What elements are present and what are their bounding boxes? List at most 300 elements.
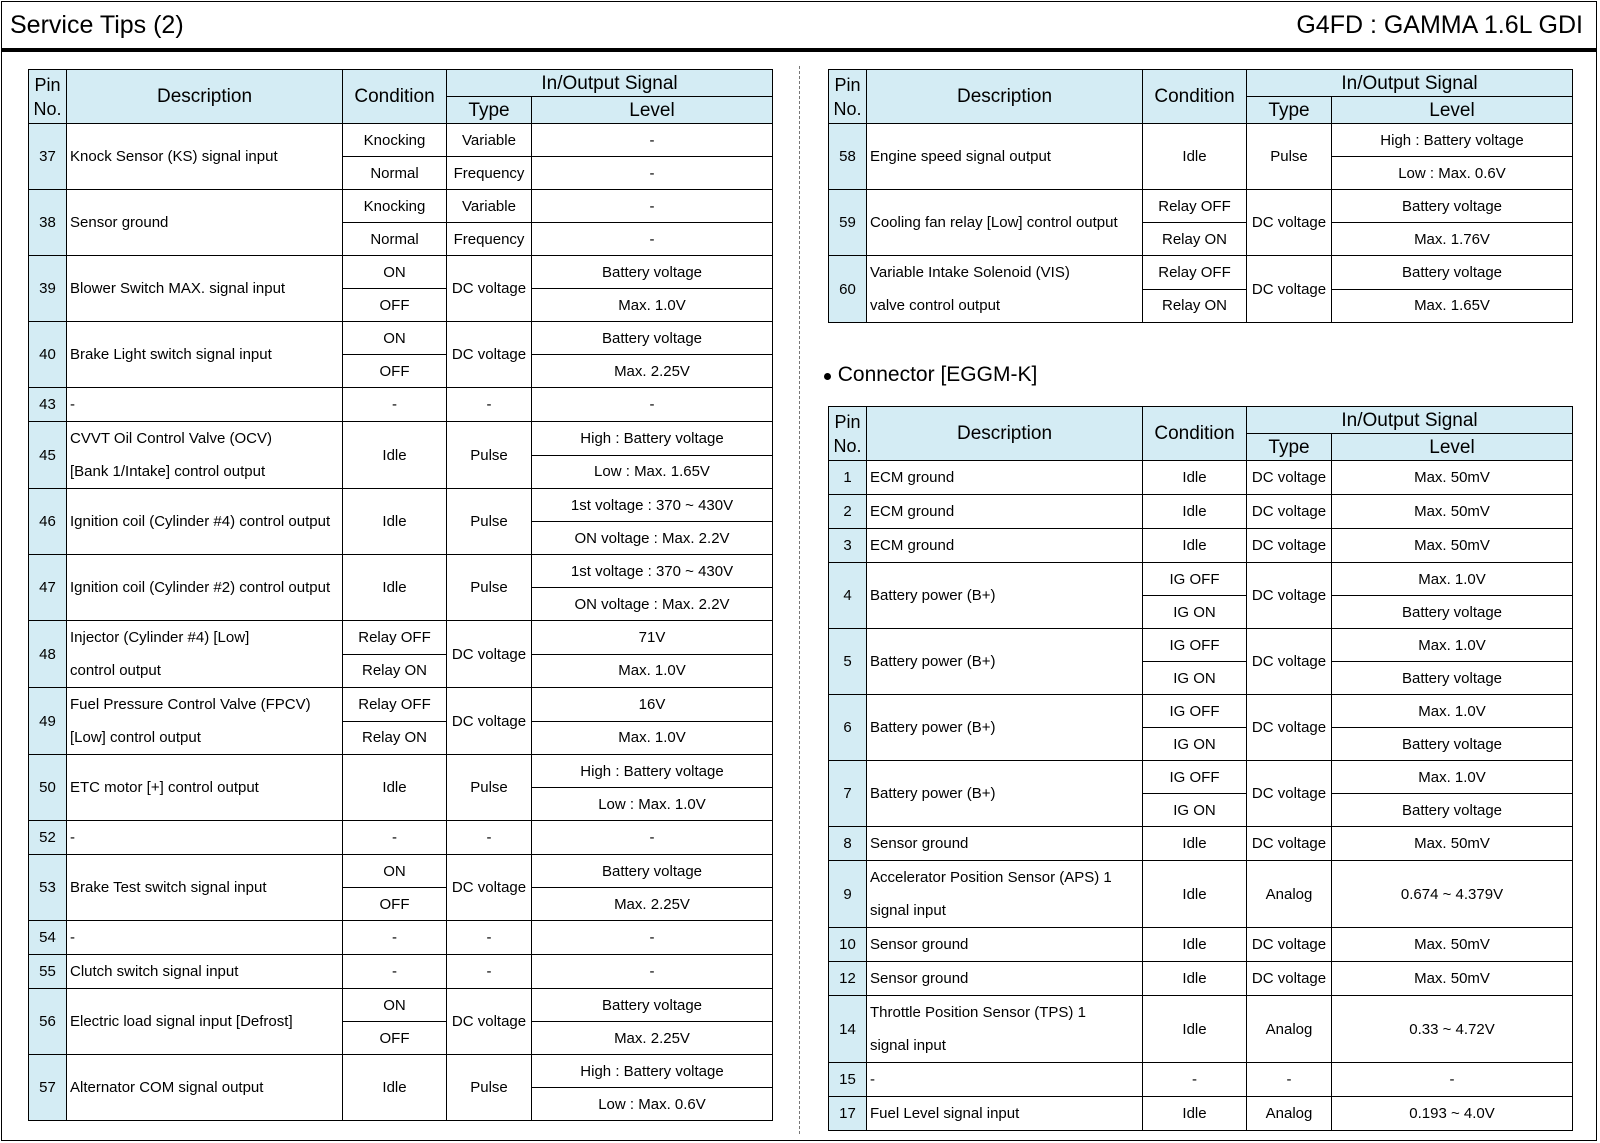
description-line: ECM ground — [870, 469, 955, 486]
col-header-description: Description — [867, 70, 1143, 124]
type-cell: Variable — [447, 124, 532, 157]
pin-number: 38 — [29, 190, 67, 256]
type-cell: Variable — [447, 190, 532, 223]
condition-cell: OFF — [343, 888, 447, 921]
condition-cell: - — [343, 921, 447, 955]
pin-number: 6 — [829, 695, 867, 761]
type-cell: Analog — [1247, 996, 1332, 1063]
col-header-signal: In/Output Signal — [1247, 70, 1573, 97]
connector-title — [823, 363, 1037, 387]
engine-model: G4FD : GAMMA 1.6L GDI — [1296, 11, 1583, 39]
col-header-condition: Condition — [1143, 407, 1247, 461]
col-header-type: Type — [1247, 97, 1332, 124]
level-cell: Max. 2.25V — [532, 1022, 773, 1055]
pin-description — [67, 489, 343, 555]
level-cell: - — [532, 821, 773, 855]
table-row — [829, 256, 1573, 290]
pin-description — [67, 1055, 343, 1121]
level-cell: ON voltage : Max. 2.2V — [532, 588, 773, 621]
table-row — [29, 422, 773, 456]
level-cell: Battery voltage — [1332, 662, 1573, 695]
level-cell: High : Battery voltage — [532, 422, 773, 456]
condition-cell: - — [343, 821, 447, 855]
pin-number: 55 — [29, 955, 67, 989]
type-cell: - — [1247, 1063, 1332, 1097]
description-line: Variable Intake Solenoid (VIS) — [870, 264, 1070, 281]
level-cell: 1st voltage : 370 ~ 430V — [532, 489, 773, 522]
pin-description — [67, 955, 343, 989]
level-cell: Battery voltage — [1332, 728, 1573, 761]
pin-description — [867, 962, 1143, 996]
pin-description — [67, 256, 343, 322]
table-row — [829, 827, 1573, 861]
level-cell: - — [532, 921, 773, 955]
level-cell: Battery voltage — [1332, 190, 1573, 223]
description-line: Ignition coil (Cylinder #2) control output — [70, 579, 331, 596]
type-cell: - — [447, 821, 532, 855]
pin-description — [67, 555, 343, 621]
col-header-signal: In/Output Signal — [447, 70, 773, 97]
condition-cell: Normal — [343, 223, 447, 256]
description-line: Electric load signal input [Defrost] — [70, 1013, 293, 1030]
condition-cell: ON — [343, 256, 447, 289]
description-line: Sensor ground — [70, 214, 169, 231]
description-line: signal input — [870, 1037, 946, 1054]
condition-cell: - — [1143, 1063, 1247, 1097]
type-cell: DC voltage — [1247, 827, 1332, 861]
type-cell: DC voltage — [447, 322, 532, 388]
type-cell: DC voltage — [1247, 495, 1332, 529]
description-line: ECM ground — [870, 537, 955, 554]
table-row — [829, 761, 1573, 794]
col-header-type: Type — [1247, 434, 1332, 461]
description-line: Brake Light switch signal input — [70, 346, 272, 363]
level-cell: - — [532, 190, 773, 223]
table-row — [29, 1055, 773, 1088]
page-header — [0, 0, 1600, 50]
description-line: Brake Test switch signal input — [70, 879, 267, 896]
pin-description — [867, 695, 1143, 761]
pin-description — [67, 821, 343, 855]
type-cell: DC voltage — [1247, 461, 1332, 495]
pin-number: 54 — [29, 921, 67, 955]
description-line: - — [70, 929, 75, 946]
level-cell: Battery voltage — [1332, 256, 1573, 290]
col-header-level: Level — [532, 97, 773, 124]
condition-cell: IG ON — [1143, 596, 1247, 629]
pin-description — [67, 422, 343, 489]
table-row — [29, 821, 773, 855]
description-line: [Low] control output — [70, 729, 201, 746]
level-cell: Max. 50mV — [1332, 928, 1573, 962]
pin-number: 40 — [29, 322, 67, 388]
description-line: Injector (Cylinder #4) [Low] — [70, 629, 250, 646]
table-row — [829, 461, 1573, 495]
col-header-pin — [829, 70, 867, 124]
table-row — [29, 989, 773, 1022]
pin-number: 2 — [829, 495, 867, 529]
table-row — [829, 124, 1573, 157]
condition-cell: Idle — [1143, 827, 1247, 861]
description-line: Battery power (B+) — [870, 587, 996, 604]
type-cell: DC voltage — [1247, 695, 1332, 761]
level-cell: 0.193 ~ 4.0V — [1332, 1097, 1573, 1131]
pin-number: 17 — [829, 1097, 867, 1131]
pin-description — [867, 629, 1143, 695]
pin-number: 60 — [829, 256, 867, 323]
header-rule — [1, 48, 1597, 52]
level-cell: Max. 1.0V — [1332, 761, 1573, 794]
description-line: Clutch switch signal input — [70, 963, 239, 980]
description-line: Throttle Position Sensor (TPS) 1 — [870, 1004, 1086, 1021]
pin-number: 15 — [829, 1063, 867, 1097]
condition-cell: Relay OFF — [343, 688, 447, 722]
level-cell: Low : Max. 0.6V — [1332, 157, 1573, 190]
pin-table-right-bottom — [828, 406, 1573, 1131]
condition-cell: Idle — [343, 755, 447, 821]
level-cell: Max. 1.0V — [1332, 629, 1573, 662]
table-row — [29, 688, 773, 722]
pin-number: 45 — [29, 422, 67, 489]
level-cell: 0.674 ~ 4.379V — [1332, 861, 1573, 928]
condition-cell: Knocking — [343, 190, 447, 223]
type-cell: - — [447, 388, 532, 422]
type-cell: DC voltage — [447, 855, 532, 921]
level-cell: - — [532, 157, 773, 190]
condition-cell: Idle — [1143, 461, 1247, 495]
col-header-pin-line1: Pin — [834, 74, 861, 95]
condition-cell: ON — [343, 855, 447, 888]
col-header-level: Level — [1332, 434, 1573, 461]
level-cell: ON voltage : Max. 2.2V — [532, 522, 773, 555]
type-cell: Analog — [1247, 861, 1332, 928]
table-row — [829, 495, 1573, 529]
condition-cell: Relay OFF — [1143, 190, 1247, 223]
description-line: Ignition coil (Cylinder #4) control output — [70, 513, 331, 530]
condition-cell: IG ON — [1143, 794, 1247, 827]
pin-description — [67, 621, 343, 688]
condition-cell: IG OFF — [1143, 695, 1247, 728]
level-cell: - — [532, 223, 773, 256]
pin-number: 4 — [829, 563, 867, 629]
col-header-pin — [29, 70, 67, 124]
pin-number: 1 — [829, 461, 867, 495]
description-line: - — [870, 1071, 875, 1088]
description-line: Battery power (B+) — [870, 719, 996, 736]
pin-number: 59 — [829, 190, 867, 256]
condition-cell: Idle — [1143, 996, 1247, 1063]
condition-cell: Idle — [343, 489, 447, 555]
pin-number: 9 — [829, 861, 867, 928]
table-row — [29, 621, 773, 655]
level-cell: Battery voltage — [532, 855, 773, 888]
col-header-level: Level — [1332, 97, 1573, 124]
pin-description — [67, 989, 343, 1055]
level-cell: Low : Max. 1.0V — [532, 788, 773, 821]
condition-cell: Relay ON — [343, 654, 447, 688]
col-header-pin — [829, 407, 867, 461]
type-cell: DC voltage — [1247, 563, 1332, 629]
level-cell: Low : Max. 1.65V — [532, 455, 773, 489]
pin-description — [67, 124, 343, 190]
level-cell: Max. 1.0V — [1332, 695, 1573, 728]
type-cell: DC voltage — [447, 256, 532, 322]
description-line: ECM ground — [870, 503, 955, 520]
col-header-type: Type — [447, 97, 532, 124]
condition-cell: Relay OFF — [1143, 256, 1247, 290]
condition-cell: Idle — [343, 555, 447, 621]
pin-number: 56 — [29, 989, 67, 1055]
level-cell: Max. 2.25V — [532, 888, 773, 921]
description-line: - — [70, 396, 75, 413]
type-cell: Analog — [1247, 1097, 1332, 1131]
table-row — [29, 855, 773, 888]
condition-cell: Relay ON — [1143, 289, 1247, 323]
level-cell: Max. 1.0V — [532, 289, 773, 322]
type-cell: Pulse — [447, 755, 532, 821]
condition-cell: IG ON — [1143, 728, 1247, 761]
col-header-condition: Condition — [343, 70, 447, 124]
table-row — [829, 1063, 1573, 1097]
description-line: Engine speed signal output — [870, 148, 1051, 165]
description-line: Sensor ground — [870, 835, 969, 852]
table-row — [829, 563, 1573, 596]
type-cell: - — [447, 955, 532, 989]
condition-cell: Relay ON — [343, 721, 447, 755]
pin-description — [67, 921, 343, 955]
level-cell: 16V — [532, 688, 773, 722]
col-header-pin-line2: No. — [833, 435, 862, 456]
pin-description — [67, 855, 343, 921]
condition-cell: Idle — [343, 422, 447, 489]
condition-cell: Idle — [1143, 962, 1247, 996]
level-cell: Max. 50mV — [1332, 827, 1573, 861]
description-line: control output — [70, 662, 161, 679]
level-cell: - — [532, 124, 773, 157]
col-header-pin-line2: No. — [833, 98, 862, 119]
description-line: valve control output — [870, 297, 1001, 314]
level-cell: Max. 1.0V — [1332, 563, 1573, 596]
column-divider — [799, 66, 800, 1134]
pin-description — [867, 190, 1143, 256]
type-cell: DC voltage — [1247, 190, 1332, 256]
type-cell: DC voltage — [1247, 629, 1332, 695]
pin-table-right-top — [828, 69, 1573, 323]
level-cell: Max. 2.25V — [532, 355, 773, 388]
condition-cell: Idle — [1143, 124, 1247, 190]
pin-number: 46 — [29, 489, 67, 555]
level-cell: Battery voltage — [1332, 596, 1573, 629]
condition-cell: Relay OFF — [343, 621, 447, 655]
level-cell: Max. 1.0V — [532, 654, 773, 688]
table-row — [829, 1097, 1573, 1131]
pin-number: 43 — [29, 388, 67, 422]
pin-number: 53 — [29, 855, 67, 921]
pin-number: 48 — [29, 621, 67, 688]
description-line: Accelerator Position Sensor (APS) 1 — [870, 869, 1112, 886]
type-cell: Pulse — [1247, 124, 1332, 190]
pin-description — [867, 996, 1143, 1063]
condition-cell: OFF — [343, 1022, 447, 1055]
condition-cell: OFF — [343, 289, 447, 322]
type-cell: DC voltage — [1247, 928, 1332, 962]
pin-description — [67, 755, 343, 821]
col-header-condition: Condition — [1143, 70, 1247, 124]
condition-cell: IG OFF — [1143, 761, 1247, 794]
description-line: [Bank 1/Intake] control output — [70, 463, 266, 480]
table-row — [29, 388, 773, 422]
condition-cell: Idle — [343, 1055, 447, 1121]
pin-number: 47 — [29, 555, 67, 621]
level-cell: High : Battery voltage — [532, 1055, 773, 1088]
pin-number: 58 — [829, 124, 867, 190]
pin-description — [867, 928, 1143, 962]
col-header-description: Description — [67, 70, 343, 124]
pin-description — [867, 861, 1143, 928]
condition-cell: Idle — [1143, 861, 1247, 928]
description-line: - — [70, 829, 75, 846]
pin-number: 8 — [829, 827, 867, 861]
table-row — [829, 529, 1573, 563]
pin-description — [867, 1097, 1143, 1131]
pin-description — [67, 388, 343, 422]
pin-number: 5 — [829, 629, 867, 695]
description-line: signal input — [870, 902, 946, 919]
connector-title-text: Connector [EGGM-K] — [837, 363, 1038, 386]
description-line: Battery power (B+) — [870, 653, 996, 670]
header-row — [29, 70, 773, 97]
level-cell: - — [532, 955, 773, 989]
header-row — [829, 70, 1573, 97]
level-cell: Battery voltage — [1332, 794, 1573, 827]
level-cell: High : Battery voltage — [1332, 124, 1573, 157]
pin-number: 7 — [829, 761, 867, 827]
type-cell: Pulse — [447, 555, 532, 621]
condition-cell: Idle — [1143, 529, 1247, 563]
pin-number: 3 — [829, 529, 867, 563]
condition-cell: Relay ON — [1143, 223, 1247, 256]
condition-cell: Normal — [343, 157, 447, 190]
table-row — [829, 928, 1573, 962]
table-row — [29, 955, 773, 989]
description-line: Sensor ground — [870, 970, 969, 987]
type-cell: DC voltage — [1247, 529, 1332, 563]
type-cell: DC voltage — [1247, 761, 1332, 827]
type-cell: DC voltage — [1247, 256, 1332, 323]
type-cell: Pulse — [447, 422, 532, 489]
level-cell: - — [532, 388, 773, 422]
condition-cell: IG ON — [1143, 662, 1247, 695]
pin-number: 10 — [829, 928, 867, 962]
pin-table-left — [28, 69, 773, 1121]
type-cell: DC voltage — [1247, 962, 1332, 996]
pin-description — [867, 256, 1143, 323]
pin-description — [67, 322, 343, 388]
pin-description — [867, 827, 1143, 861]
pin-number: 12 — [829, 962, 867, 996]
col-header-description: Description — [867, 407, 1143, 461]
type-cell: Pulse — [447, 1055, 532, 1121]
page-title: Service Tips (2) — [10, 11, 184, 39]
header-row — [829, 407, 1573, 434]
pin-number: 57 — [29, 1055, 67, 1121]
pin-number: 14 — [829, 996, 867, 1063]
description-line: ETC motor [+] control output — [70, 779, 259, 796]
description-line: Alternator COM signal output — [70, 1079, 264, 1096]
pin-description — [867, 563, 1143, 629]
table-row — [29, 921, 773, 955]
condition-cell: Idle — [1143, 1097, 1247, 1131]
pin-number: 50 — [29, 755, 67, 821]
table-row — [829, 695, 1573, 728]
description-line: Fuel Level signal input — [870, 1105, 1020, 1122]
level-cell: Max. 1.76V — [1332, 223, 1573, 256]
pin-description — [867, 461, 1143, 495]
pin-description — [67, 688, 343, 755]
pin-description — [867, 124, 1143, 190]
description-line: Knock Sensor (KS) signal input — [70, 148, 278, 165]
table-row — [29, 256, 773, 289]
description-line: CVVT Oil Control Valve (OCV) — [70, 430, 272, 447]
level-cell: Max. 50mV — [1332, 529, 1573, 563]
description-line: Cooling fan relay [Low] control output — [870, 214, 1118, 231]
level-cell: Max. 1.65V — [1332, 289, 1573, 323]
pin-description — [867, 1063, 1143, 1097]
pin-description — [867, 495, 1143, 529]
table-row — [29, 124, 773, 157]
level-cell: Battery voltage — [532, 256, 773, 289]
level-cell: Battery voltage — [532, 989, 773, 1022]
condition-cell: Idle — [1143, 495, 1247, 529]
level-cell: Battery voltage — [532, 322, 773, 355]
condition-cell: ON — [343, 989, 447, 1022]
table-row — [29, 322, 773, 355]
description-line: Battery power (B+) — [870, 785, 996, 802]
level-cell: - — [1332, 1063, 1573, 1097]
description-line: Fuel Pressure Control Valve (FPCV) — [70, 696, 311, 713]
table-row — [29, 555, 773, 588]
type-cell: DC voltage — [447, 989, 532, 1055]
level-cell: Max. 50mV — [1332, 495, 1573, 529]
type-cell: Frequency — [447, 157, 532, 190]
condition-cell: IG OFF — [1143, 629, 1247, 662]
col-header-pin-line2: No. — [33, 98, 62, 119]
pin-description — [67, 190, 343, 256]
pin-number: 39 — [29, 256, 67, 322]
level-cell: Max. 50mV — [1332, 461, 1573, 495]
table-row — [829, 190, 1573, 223]
type-cell: Frequency — [447, 223, 532, 256]
condition-cell: OFF — [343, 355, 447, 388]
table-row — [29, 190, 773, 223]
type-cell: - — [447, 921, 532, 955]
condition-cell: - — [343, 388, 447, 422]
table-row — [29, 755, 773, 788]
table-row — [29, 489, 773, 522]
col-header-pin-line1: Pin — [34, 74, 61, 95]
table-row — [829, 962, 1573, 996]
col-header-pin-line1: Pin — [834, 411, 861, 432]
description-line: Sensor ground — [870, 936, 969, 953]
table-row — [829, 629, 1573, 662]
condition-cell: IG OFF — [1143, 563, 1247, 596]
type-cell: DC voltage — [447, 621, 532, 688]
condition-cell: Idle — [1143, 928, 1247, 962]
level-cell: 71V — [532, 621, 773, 655]
pin-number: 49 — [29, 688, 67, 755]
type-cell: Pulse — [447, 489, 532, 555]
pin-number: 52 — [29, 821, 67, 855]
